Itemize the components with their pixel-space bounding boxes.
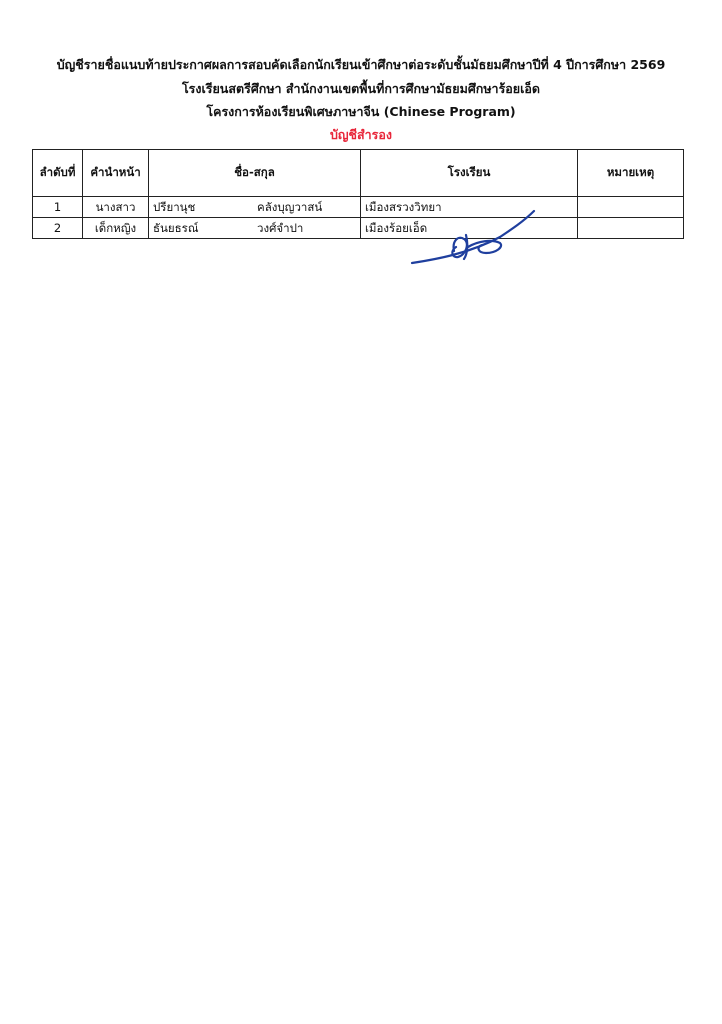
candidate-table (32, 149, 684, 239)
column-header-name: ชื่อ-สกุล (149, 150, 361, 197)
first-name: ปรียานุช (153, 200, 196, 214)
column-header-school: โรงเรียน (361, 150, 578, 197)
school-name-line: โรงเรียนสตรีศึกษา สำนักงานเขตพื้นที่การศึกษามัธยมศึกษาร้อยเอ็ด (181, 81, 541, 96)
remark (578, 218, 684, 239)
column-header-number: ลำดับที่ (33, 150, 83, 197)
school-name: เมืองสรวงวิทยา (361, 197, 578, 218)
full-name (149, 218, 361, 239)
column-header-remark: หมายเหตุ (578, 150, 684, 197)
announcement-title: บัญชีรายชื่อแนบท้ายประกาศผลการสอบคัดเลือกนักเรียนเข้าศึกษาต่อระดับชั้นมัธยมศึกษาปีที่ 4 ปีการศึกษา 2569 (56, 57, 666, 72)
table-header-row (33, 150, 684, 197)
school-name: เมืองร้อยเอ็ด (361, 218, 578, 239)
reserve-list-title: บัญชีสำรอง (329, 127, 393, 142)
table-row (33, 197, 684, 218)
column-header-title: คำนำหน้า (83, 150, 149, 197)
row-number: 1 (33, 197, 83, 218)
remark (578, 197, 684, 218)
handwritten-signature-icon (408, 205, 538, 269)
last-name: วงศ์จำปา (257, 221, 304, 235)
name-prefix: เด็กหญิง (83, 218, 149, 239)
program-name-line: โครงการห้องเรียนพิเศษภาษาจีน (Chinese Program) (206, 104, 516, 119)
last-name: คลังบุญวาสน์ (257, 200, 323, 214)
table-row (33, 218, 684, 239)
full-name (149, 197, 361, 218)
name-prefix: นางสาว (83, 197, 149, 218)
row-number: 2 (33, 218, 83, 239)
first-name: ธันยธรณ์ (153, 221, 199, 235)
